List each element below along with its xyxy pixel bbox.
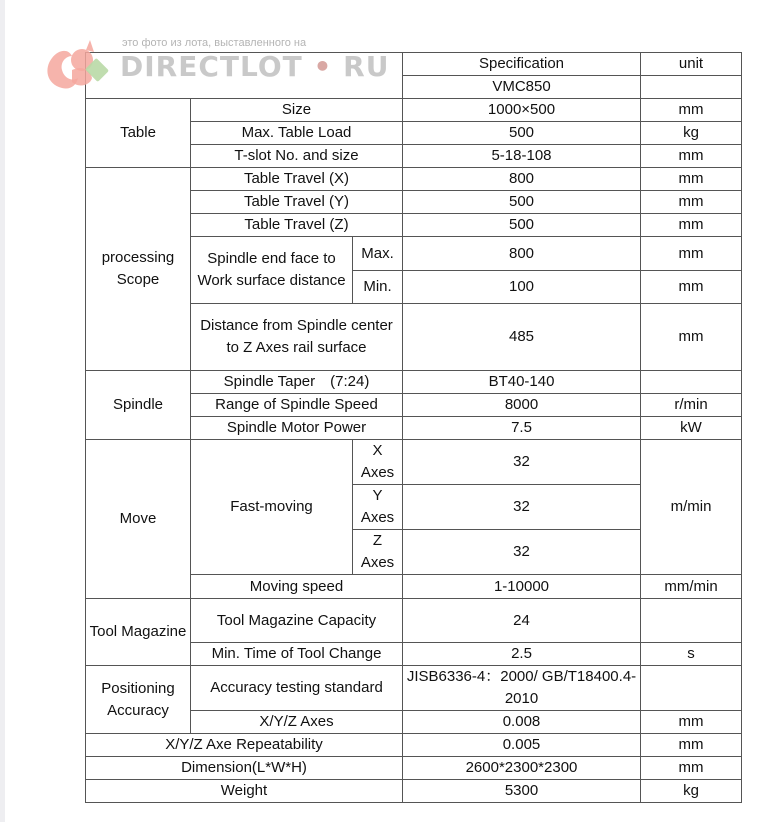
size-label: Size [191,99,403,122]
taper-value: BT40-140 [403,371,641,394]
y-axes-value: 32 [403,485,641,530]
size-unit: mm [641,99,742,122]
watermark-brand-right: RU [343,50,390,83]
travel-x-value: 800 [403,168,641,191]
rail-value: 485 [403,304,641,371]
travel-y-value: 500 [403,191,641,214]
repeatability-value: 0.005 [403,734,641,757]
motor-unit: kW [641,417,742,440]
xyz-axes-unit: mm [641,711,742,734]
capacity-label: Tool Magazine Capacity [191,599,403,643]
watermark-brand-left: DIRECTLOT [120,50,303,83]
watermark-brand [120,50,389,83]
weight-label: Weight [86,780,403,803]
max-unit: mm [641,237,742,271]
tool-change-unit: s [641,643,742,666]
travel-x-unit: mm [641,168,742,191]
model-unit-cell [641,76,742,99]
squirrel-logo-icon [42,38,114,94]
travel-z-value: 500 [403,214,641,237]
dimension-value: 2600*2300*2300 [403,757,641,780]
tslot-unit: mm [641,145,742,168]
min-unit: mm [641,271,742,304]
speed-label: Range of Spindle Speed [191,394,403,417]
repeatability-label: X/Y/Z Axe Repeatability [86,734,403,757]
moving-speed-label: Moving speed [191,575,403,599]
header-unit-cell: unit [641,53,742,76]
min-label: Min. [353,271,403,304]
speed-value: 8000 [403,394,641,417]
spec-table [85,52,742,803]
travel-y-label: Table Travel (Y) [191,191,403,214]
watermark [42,34,390,94]
accuracy-standard-label: Accuracy testing standard [191,666,403,711]
motor-label: Spindle Motor Power [191,417,403,440]
xyz-axes-label: X/Y/Z Axes [191,711,403,734]
group-positioning-cell: Positioning Accuracy [86,666,191,734]
table-row [86,666,742,711]
accuracy-standard-unit [641,666,742,711]
group-spindle-cell: Spindle [86,371,191,440]
fast-moving-label: Fast-moving [191,440,353,575]
watermark-caption: это фото из лота, выставленного на [122,37,307,49]
group-move-cell: Move [86,440,191,599]
spindle-end-label: Spindle end face to Work surface distance [191,237,353,304]
table-row [86,371,742,394]
speed-unit: r/min [641,394,742,417]
travel-y-unit: mm [641,191,742,214]
min-value: 100 [403,271,641,304]
group-table-cell: Table [86,99,191,168]
dimension-unit: mm [641,757,742,780]
weight-value: 5300 [403,780,641,803]
taper-unit [641,371,742,394]
moving-speed-unit: mm/min [641,575,742,599]
max-value: 800 [403,237,641,271]
tool-change-value: 2.5 [403,643,641,666]
load-label: Max. Table Load [191,122,403,145]
table-row [86,599,742,643]
capacity-unit [641,599,742,643]
table-row [86,734,742,757]
group-tool-cell: Tool Magazine [86,599,191,666]
y-axes-label: Y Axes [353,485,403,530]
travel-x-label: Table Travel (X) [191,168,403,191]
accuracy-standard-value: JISB6336-4：2000/ GB/T18400.4-2010 [403,666,641,711]
capacity-value: 24 [403,599,641,643]
z-axes-value: 32 [403,530,641,575]
z-axes-label: Z Axes [353,530,403,575]
table-row [86,99,742,122]
table-row [86,757,742,780]
x-axes-value: 32 [403,440,641,485]
header-spec-cell: Specification [403,53,641,76]
left-edge-strip [0,0,5,822]
rail-unit: mm [641,304,742,371]
size-value: 1000×500 [403,99,641,122]
tslot-label: T-slot No. and size [191,145,403,168]
load-value: 500 [403,122,641,145]
repeatability-unit: mm [641,734,742,757]
tool-change-label: Min. Time of Tool Change [191,643,403,666]
table-row [86,440,742,485]
tslot-value: 5-18-108 [403,145,641,168]
weight-unit: kg [641,780,742,803]
table-row [86,168,742,191]
watermark-brand-dot: • [313,50,333,83]
fast-unit: m/min [641,440,742,575]
travel-z-label: Table Travel (Z) [191,214,403,237]
moving-speed-value: 1-10000 [403,575,641,599]
motor-value: 7.5 [403,417,641,440]
travel-z-unit: mm [641,214,742,237]
load-unit: kg [641,122,742,145]
table-row [86,780,742,803]
model-cell: VMC850 [403,76,641,99]
rail-label: Distance from Spindle center to Z Axes rail surface [191,304,403,371]
x-axes-label: X Axes [353,440,403,485]
taper-label: Spindle Taper (7:24) [191,371,403,394]
group-processing-cell: processing Scope [86,168,191,371]
max-label: Max. [353,237,403,271]
xyz-axes-value: 0.008 [403,711,641,734]
dimension-label: Dimension(L*W*H) [86,757,403,780]
